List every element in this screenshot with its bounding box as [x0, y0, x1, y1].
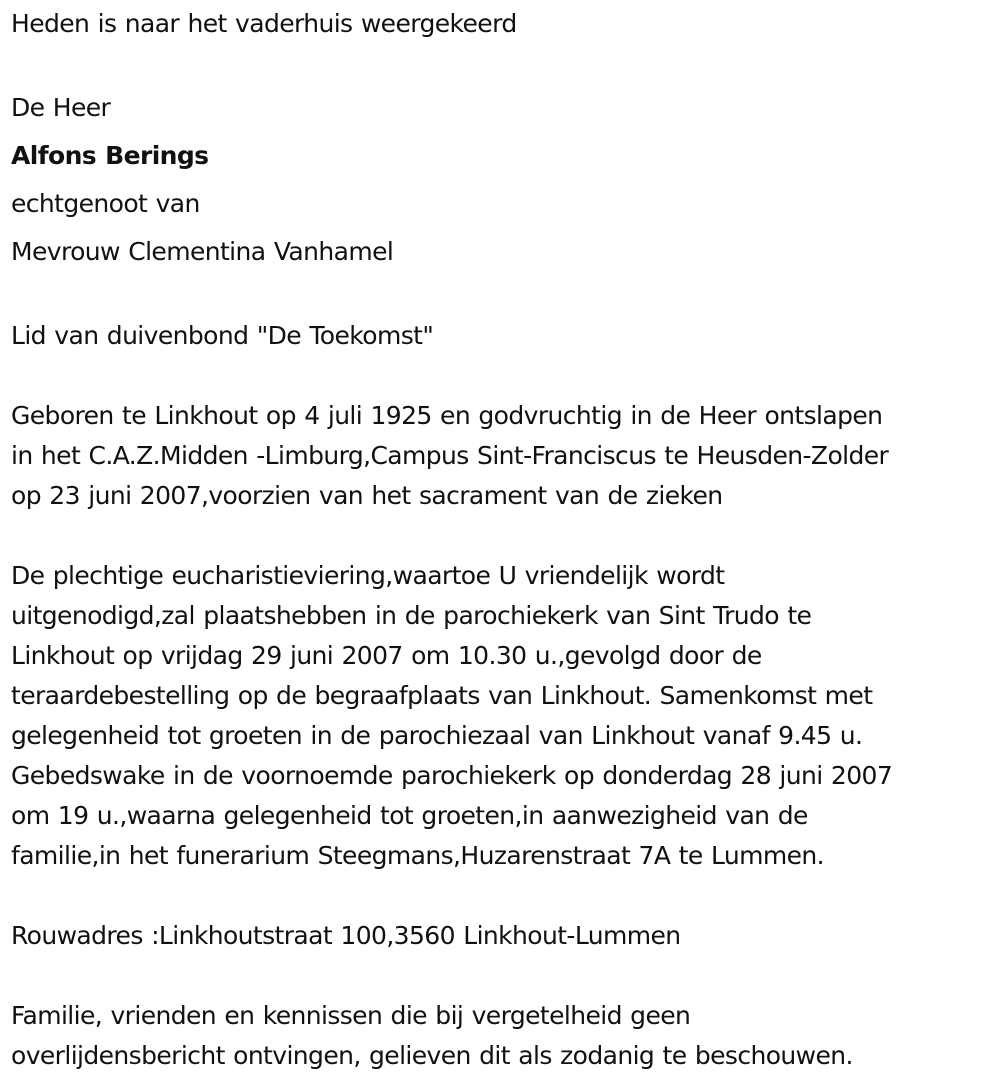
paragraph-line: Gebedswake in de voornoemde parochiekerk op donderdag 28 juni 2007 [11, 761, 893, 790]
paragraph-line: gelegenheid tot groeten in de parochiezaal van Linkhout vanaf 9.45 u. [11, 721, 863, 750]
spacer [11, 876, 991, 916]
deceased-name: Alfons Berings [11, 141, 209, 170]
birth-death-paragraph [11, 396, 991, 516]
spacer [11, 516, 991, 556]
mourning-address: Rouwadres :Linkhoutstraat 100,3560 Linkhout-Lummen [11, 921, 681, 950]
paragraph-line: uitgenodigd,zal plaatshebben in de parochiekerk van Sint Trudo te [11, 601, 812, 630]
spacer [11, 956, 991, 996]
paragraph-line: Familie, vrienden en kennissen die bij vergetelheid geen [11, 1001, 691, 1030]
paragraph-line: De plechtige eucharistieviering,waartoe U vriendelijk wordt [11, 561, 725, 590]
paragraph-line: in het C.A.Z.Midden -Limburg,Campus Sint-Franciscus te Heusden-Zolder [11, 441, 889, 470]
closing-paragraph [11, 996, 991, 1076]
paragraph-line: teraardebestelling op de begraafplaats van Linkhout. Samenkomst met [11, 681, 873, 710]
membership-line: Lid van duivenbond "De Toekomst" [11, 321, 434, 350]
spacer [11, 356, 991, 396]
spouse-name: Mevrouw Clementina Vanhamel [11, 237, 394, 266]
relation-line: echtgenoot van [11, 189, 200, 218]
paragraph-line: op 23 juni 2007,voorzien van het sacrament van de zieken [11, 481, 723, 510]
paragraph-line: Linkhout op vrijdag 29 juni 2007 om 10.30 u.,gevolgd door de [11, 641, 762, 670]
intro-line: Heden is naar het vaderhuis weergekeerd [11, 9, 517, 38]
spacer [11, 44, 991, 84]
paragraph-line: familie,in het funerarium Steegmans,Huzarenstraat 7A te Lummen. [11, 841, 825, 870]
obituary-notice [11, 4, 991, 1076]
paragraph-line: Geboren te Linkhout op 4 juli 1925 en godvruchtig in de Heer ontslapen [11, 401, 883, 430]
paragraph-line: om 19 u.,waarna gelegenheid tot groeten,in aanwezigheid van de [11, 801, 808, 830]
ceremony-paragraph [11, 556, 991, 876]
spacer [11, 276, 991, 316]
title-prefix: De Heer [11, 93, 111, 122]
paragraph-line: overlijdensbericht ontvingen, gelieven dit als zodanig te beschouwen. [11, 1041, 853, 1070]
